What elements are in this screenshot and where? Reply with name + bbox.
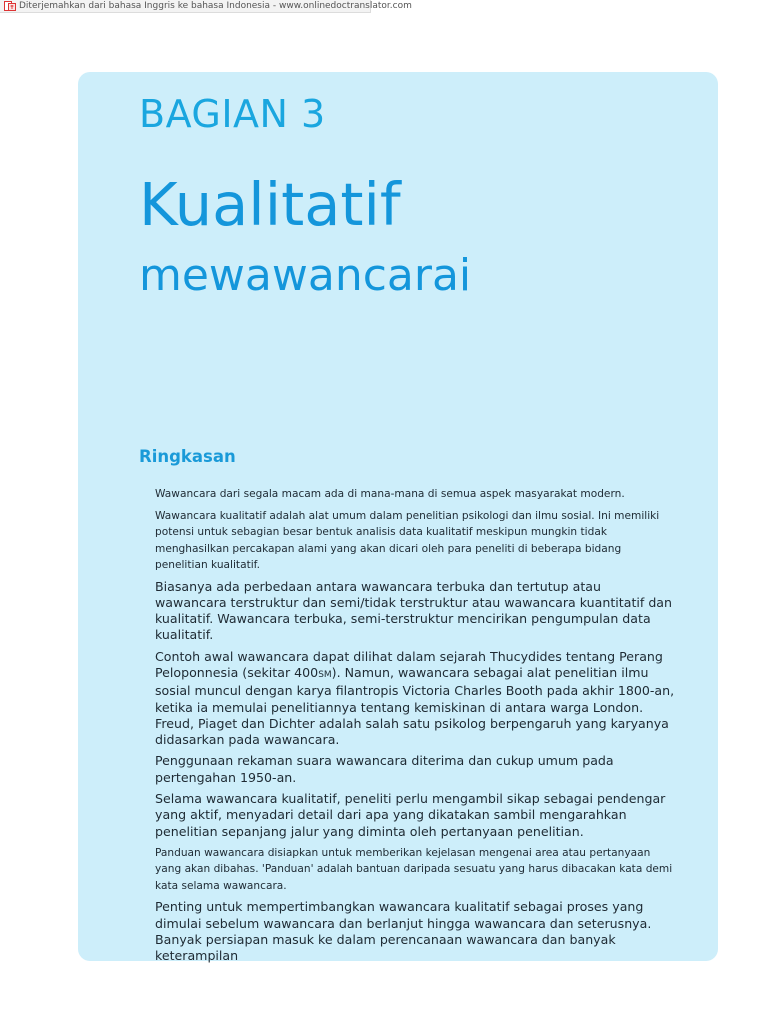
summary-paragraph: Panduan wawancara disiapkan untuk memberikan kejelasan mengenai area atau pertanyaan yang akan dibahas. 'Panduan' adalah bantuan daripada sesuatu yang harus dibacakan kata demi kata selama wawancara. (155, 846, 673, 892)
chapter-title-main: Kualitatif (139, 170, 401, 239)
summary-paragraph: Wawancara dari segala macam ada di mana-mana di semua aspek masyarakat modern. (155, 488, 625, 500)
summary-paragraph (155, 649, 675, 749)
summary-paragraph-text: ). Namun, wawancara sebagai alat penelitian ilmu sosial muncul dengan karya filantropis Victoria Charles Booth pada akhir 1800-an, ketika ia memulai penelitiannya tentang kemiskinan di antara warga London. Freud, Piaget dan Dichter adalah salah satu psikolog berpengaruh yang karyanya didasarkan pada wawancara. (155, 664, 675, 748)
translator-banner[interactable] (0, 0, 412, 13)
part-label: BAGIAN 3 (139, 92, 326, 136)
summary-paragraph: Selama wawancara kualitatif, peneliti perlu mengambil sikap sebagai pendengar yang aktif, menyadari detail dari apa yang dikatakan sambil mengarahkan penelitian sepanjang jalur yang diminta oleh pertanyaan penelitian. (155, 791, 666, 839)
summary-paragraph: Penting untuk mempertimbangkan wawancara kualitatif sebagai proses yang dimulai sebelum wawancara dan berlanjut hingga wawancara dan seterusnya. Banyak persiapan masuk ke dalam perencanaan wawancara dan banyak keterampilan (155, 899, 652, 964)
summary-paragraph: Biasanya ada perbedaan antara wawancara terbuka dan tertutup atau wawancara terstruktur dan semi/tidak terstruktur atau wawancara kuantitatif dan kualitatif. Wawancara terbuka, semi-terstruktur mencirikan pengumpulan data kualitatif. (155, 578, 673, 643)
translator-banner-text[interactable]: Diterjemahkan dari bahasa Inggris ke bahasa Indonesia - www.onlinedoctranslator.com (19, 1, 412, 11)
summary-heading: Ringkasan (139, 447, 236, 466)
chapter-title-sub: mewawancarai (139, 250, 472, 301)
summary-paragraph: Penggunaan rekaman suara wawancara diterima dan cukup umum pada pertengahan 1950-an. (155, 753, 614, 785)
summary-paragraph: Wawancara kualitatif adalah alat umum dalam penelitian psikologi dan ilmu sosial. Ini memiliki potensi untuk sebagian besar bentuk analisis data kualitatif meskipun mungkin tidak menghasilkan percakapan alami yang akan dicari oleh para peneliti di beberapa bidang penelitian kualitatif. (155, 509, 660, 571)
era-abbreviation: SM (318, 669, 332, 680)
summary-body (155, 486, 675, 970)
translate-document-icon (4, 1, 16, 11)
summary-paragraph-text: Contoh awal wawancara dapat dilihat dalam sejarah Thucydides tentang Perang Peloponnesia (sekitar 400 (155, 648, 663, 680)
